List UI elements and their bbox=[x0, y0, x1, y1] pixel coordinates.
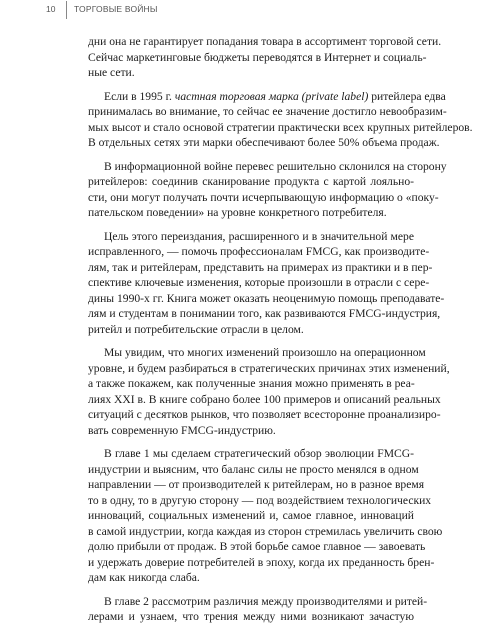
text-line: Мы увидим, что многих изменений произошло на операционном bbox=[104, 346, 426, 359]
text-line bbox=[88, 89, 446, 105]
text-line: дины 1990-х гг. Книга может оказать неоценимую помощь преподавате- bbox=[88, 291, 445, 305]
text-line: долю прибыли от продаж. В этой борьбе самое главное — завоевать bbox=[88, 540, 426, 553]
text-line: дам как никогда слаба. bbox=[88, 571, 200, 584]
text-line: В информационной войне перевес решительно склонился на сторону bbox=[104, 159, 447, 173]
text-line: и удержать доверие потребителей в эпоху, когда их преданность брен- bbox=[88, 555, 435, 569]
text-line: мых высот и стало основой стратегии практически всех крупных ритейлеров. bbox=[88, 120, 473, 134]
text-line: пательском поведении» на уровне конкретного потребителя. bbox=[88, 206, 387, 219]
text-line: а также покажем, как полученные знания можно применять в реа- bbox=[88, 377, 415, 390]
text-line: лям, так и ритейлерам, представить на примерах из практики и в пер- bbox=[88, 260, 433, 274]
text-line: инноваций, социальных изменений и, самое главное, инноваций bbox=[88, 509, 414, 522]
body-text bbox=[88, 34, 473, 625]
text-line: уровне, и будем разбираться в стратегических причинах этих изменений, bbox=[88, 361, 450, 375]
text-line: то в одну, то в другую сторону — под воздействием технологических bbox=[88, 493, 432, 507]
text-line: направлении — от производителей к ритейлерам, но в разное время bbox=[88, 478, 425, 491]
text-line: в самой индустрии, когда каждая из сторон стремилась увеличить свою bbox=[88, 524, 443, 538]
text-line: спективе ключевые изменения, которые произошли в отрасли с сере- bbox=[88, 276, 430, 289]
text-line: ситуаций с десятков рынков, что позволяет всесторонне проанализиро- bbox=[88, 408, 441, 421]
text-line: ритейл и потребительские отрасли в целом. bbox=[88, 322, 304, 336]
paragraph bbox=[88, 594, 428, 625]
paragraph bbox=[88, 229, 445, 338]
text-line: ритейлеров: соединив сканирование продукта с картой лояльно- bbox=[88, 175, 414, 188]
text-line: дни она не гарантирует попадания товара в ассортимент торговой сети. bbox=[88, 35, 442, 48]
page-number: 10 bbox=[46, 4, 56, 14]
text-line: лиях XXI в. В книге собрано более 100 примеров и описаний реальных bbox=[88, 392, 441, 406]
text-fragment: Если в 1995 г. bbox=[104, 89, 172, 103]
text-line: исправленного, — помочь профессионалам FMCG, как производите- bbox=[88, 245, 430, 258]
paragraph bbox=[88, 89, 473, 151]
text-line: принималась во внимание, то сейчас ее значение достигло невообразим- bbox=[88, 105, 447, 118]
running-header bbox=[0, 0, 500, 22]
paragraph bbox=[88, 34, 442, 81]
text-line: сти, они могут получать почти исчерпывающую информацию о «поку- bbox=[88, 190, 439, 204]
text-line: В отдельных сетях эти марки обеспечивают более 50% объема продаж. bbox=[88, 136, 440, 149]
text-line: В главе 1 мы сделаем стратегический обзор эволюции FMCG- bbox=[104, 447, 414, 460]
text-fragment: ритейлера едва bbox=[371, 89, 446, 103]
text-line: лерами и узнаем, что трения между ними возникают зачастую bbox=[88, 610, 414, 623]
text-line: Сейчас маркетинговые бюджеты переводятся в Интернет и социаль- bbox=[88, 50, 427, 64]
text-line: Цель этого переиздания, расширенного и в значительной мере bbox=[104, 229, 414, 243]
text-line: В главе 2 рассмотрим различия между производителями и ритей- bbox=[104, 594, 428, 608]
paragraph bbox=[88, 159, 447, 221]
paragraph bbox=[88, 446, 443, 586]
text-line: ные сети. bbox=[88, 66, 135, 79]
running-title: ТОРГОВЫЕ ВОЙНЫ bbox=[74, 4, 158, 14]
term-private-label: частная торговая марка (private label) bbox=[174, 89, 369, 103]
text-line: лям и студентам в понимании того, как развиваются FMCG-индустрия, bbox=[88, 307, 441, 320]
text-line: индустрии и выясним, что баланс силы не просто менялся в одном bbox=[88, 462, 419, 476]
paragraph bbox=[88, 345, 450, 438]
text-line: вать современную FMCG-индустрию. bbox=[88, 423, 276, 437]
header-divider bbox=[66, 1, 67, 19]
